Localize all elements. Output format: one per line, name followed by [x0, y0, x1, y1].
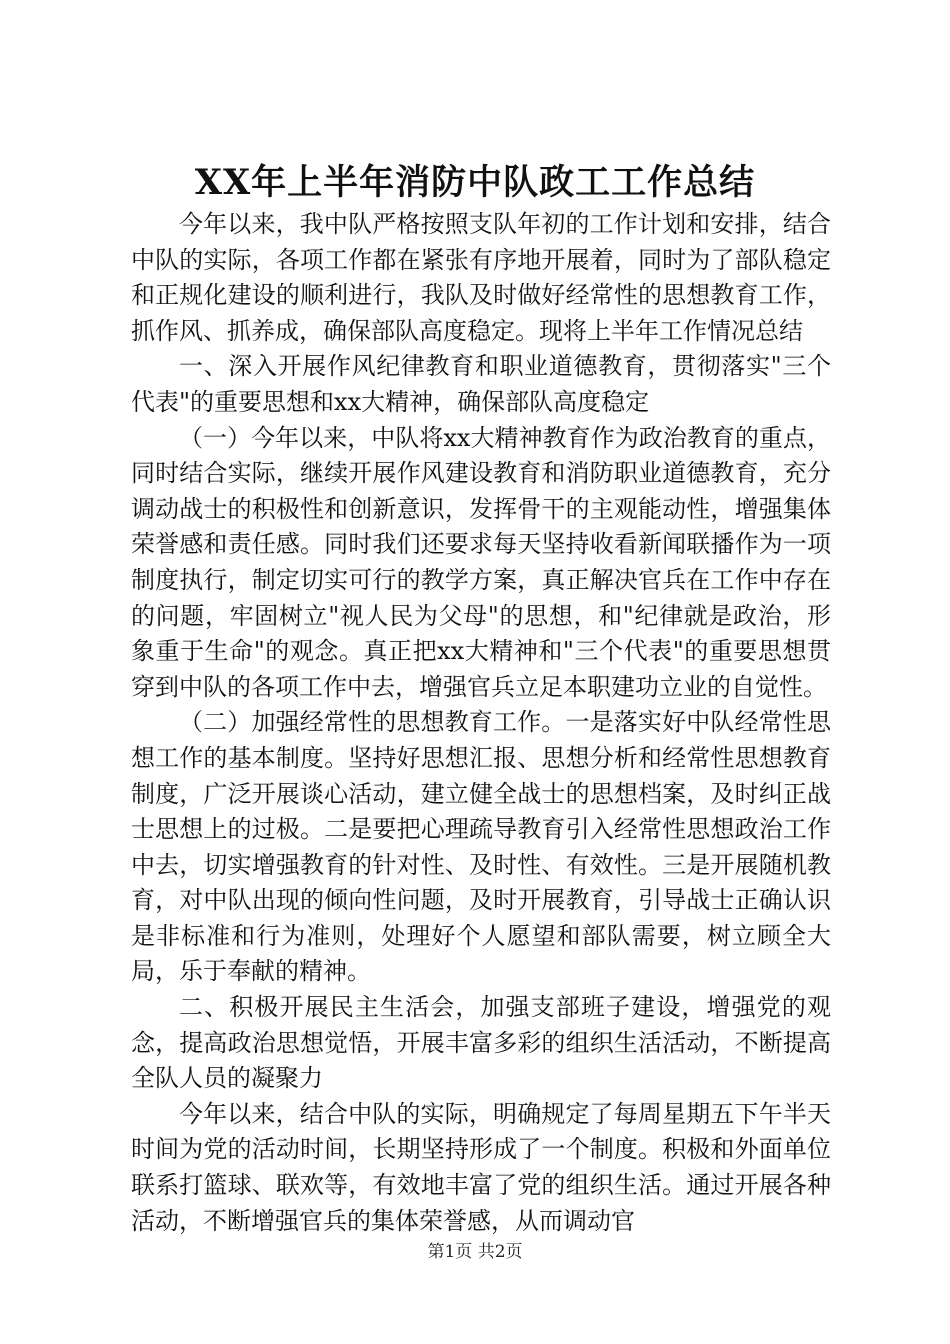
document-body	[131, 207, 831, 1239]
page-number-footer: 第1页 共2页	[427, 1242, 523, 1262]
document-title: XX年上半年消防中队政工工作总结	[194, 162, 756, 203]
paragraph-section-2-body: 今年以来，结合中队的实际，明确规定了每周星期五下午半天时间为党的活动时间，长期坚持形成了一个制度。积极和外面单位联系打篮球、联欢等，有效地丰富了党的组织生活。通过开展各种活动，不断增强官兵的集体荣誉感，从而调动官	[131, 1099, 831, 1235]
paragraph-section-2-heading: 二、积极开展民主生活会，加强支部班子建设，增强党的观念，提高政治思想觉悟，开展丰富多彩的组织生活活动，不断提高全队人员的凝聚力	[131, 993, 831, 1093]
paragraph-section-1-item-2: （二）加强经常性的思想教育工作。一是落实好中队经常性思想工作的基本制度。坚持好思想汇报、思想分析和经常性思想教育制度，广泛开展谈心活动，建立健全战士的思想档案，及时纠正战士思想上的过极。二是要把心理疏导教育引入经常性思想政治工作中去，切实增强教育的针对性、及时性、有效性。三是开展随机教育，对中队出现的倾向性问题，及时开展教育，引导战士正确认识是非标准和行为准则，处理好个人愿望和部队需要，树立顾全大局，乐于奉献的精神。	[131, 708, 831, 986]
paragraph-intro: 今年以来，我中队严格按照支队年初的工作计划和安排，结合中队的实际，各项工作都在紧张有序地开展着，同时为了部队稳定和正规化建设的顺利进行，我队及时做好经常性的思想教育工作，抓作风、抓养成，确保部队高度稳定。现将上半年工作情况总结	[131, 210, 831, 345]
paragraph-section-1-heading: 一、深入开展作风纪律教育和职业道德教育，贯彻落实"三个代表"的重要思想和xx大精神，确保部队高度稳定	[131, 352, 831, 416]
paragraph-section-1-item-1: （一）今年以来，中队将xx大精神教育作为政治教育的重点，同时结合实际，继续开展作风建设教育和消防职业道德教育，充分调动战士的积极性和创新意识，发挥骨干的主观能动性，增强集体荣誉感和责任感。同时我们还要求每天坚持收看新闻联播作为一项制度执行，制定切实可行的教学方案，真正解决官兵在工作中存在的问题，牢固树立"视人民为父母"的思想，和"纪律就是政治，形象重于生命"的观念。真正把xx大精神和"三个代表"的重要思想贯穿到中队的各项工作中去，增强官兵立足本职建功立业的自觉性。	[131, 423, 831, 701]
